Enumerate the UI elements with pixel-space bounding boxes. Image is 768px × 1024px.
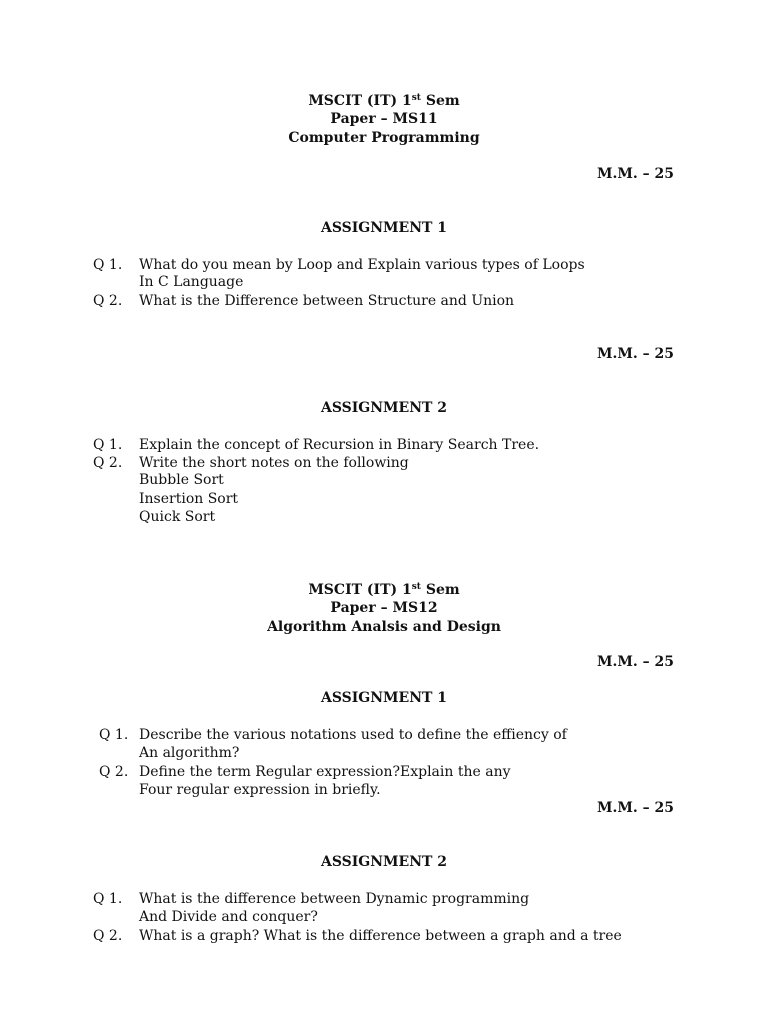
- paper2-a1-marks: M.M. – 25: [597, 654, 674, 670]
- paper1-a1-heading: ASSIGNMENT 1: [320, 220, 448, 236]
- question-number: Q 2.: [99, 764, 129, 780]
- paper2-a2-heading: ASSIGNMENT 2: [320, 854, 448, 870]
- question-number: Q 1.: [93, 891, 123, 907]
- question-number: Q 1.: [99, 727, 129, 743]
- question-line: Four regular expression in briefly.: [139, 782, 381, 798]
- question-line: What is the Difference between Structure and Union: [139, 293, 515, 309]
- question-line: And Divide and conquer?: [139, 909, 318, 925]
- paper1-a2-heading: ASSIGNMENT 2: [320, 400, 448, 416]
- paper2-a2-marks: M.M. – 25: [597, 800, 674, 816]
- question-line: What is a graph? What is the difference between a graph and a tree: [139, 928, 622, 944]
- question-number: Q 1.: [93, 257, 123, 273]
- paper2-subject: Algorithm Analsis and Design: [267, 619, 501, 635]
- question-line: Quick Sort: [139, 509, 216, 525]
- paper1-a2-marks: M.M. – 25: [597, 346, 674, 362]
- course-text: MSCIT (IT) 1: [308, 93, 412, 109]
- question-line: An algorithm?: [139, 745, 240, 761]
- paper1-a1-marks: M.M. – 25: [597, 166, 674, 182]
- question-line: Insertion Sort: [139, 491, 239, 507]
- paper1-code: Paper – MS11: [330, 111, 438, 127]
- paper1-subject: Computer Programming: [288, 130, 480, 146]
- course-suffix: Sem: [420, 582, 460, 598]
- question-line: Bubble Sort: [139, 472, 224, 488]
- question-number: Q 2.: [93, 455, 123, 471]
- paper2-a1-heading: ASSIGNMENT 1: [320, 690, 448, 706]
- question-line: What do you mean by Loop and Explain various types of Loops: [139, 257, 585, 273]
- question-line: Describe the various notations used to define the effiency of: [139, 727, 567, 743]
- question-number: Q 2.: [93, 928, 123, 944]
- paper2-course-heading: [0, 582, 768, 598]
- question-line: Define the term Regular expression?Explain the any: [139, 764, 511, 780]
- question-line: Write the short notes on the following: [139, 455, 409, 471]
- course-sup: st: [411, 93, 421, 103]
- paper2-code: Paper – MS12: [330, 600, 438, 616]
- question-number: Q 1.: [93, 437, 123, 453]
- question-line: Explain the concept of Recursion in Binary Search Tree.: [139, 437, 540, 453]
- paper1-course-heading: [0, 93, 768, 109]
- course-sup: st: [411, 582, 421, 592]
- course-text: MSCIT (IT) 1: [308, 582, 412, 598]
- question-line: What is the difference between Dynamic programming: [139, 891, 530, 907]
- question-line: In C Language: [139, 274, 244, 290]
- question-number: Q 2.: [93, 293, 123, 309]
- course-suffix: Sem: [420, 93, 460, 109]
